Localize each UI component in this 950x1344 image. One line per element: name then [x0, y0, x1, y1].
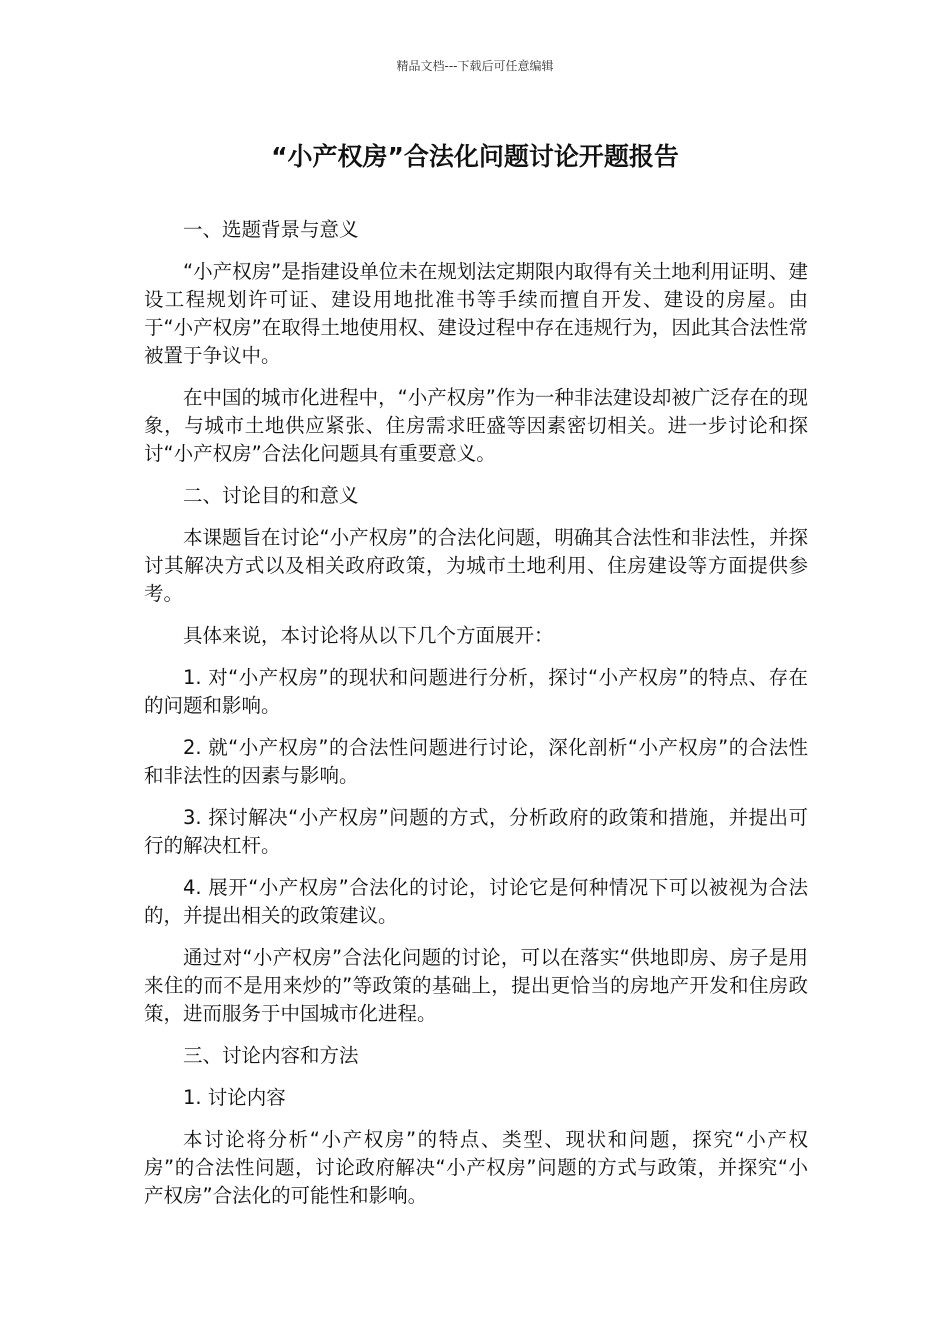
list-item-4: 4. 展开“小产权房”合法化的讨论，讨论它是何种情况下可以被视为合法的，并提出相关的政策建议。	[144, 876, 808, 927]
document-body	[144, 216, 808, 1224]
document-title: “小产权房”合法化问题讨论开题报告	[271, 142, 679, 171]
section-heading-background: 一、选题背景与意义	[183, 218, 359, 241]
paragraph-conclusion: 通过对“小产权房”合法化问题的讨论，可以在落实“供地即房、房子是用来住的而不是用来炒的”等政策的基础上，提出更恰当的房地产开发和住房政策，进而服务于中国城市化进程。	[144, 946, 808, 1025]
paragraph-purpose: 本课题旨在讨论“小产权房”的合法化问题，明确其合法性和非法性，并探讨其解决方式以及相关政府政策，为城市土地利用、住房建设等方面提供参考。	[144, 526, 808, 605]
list-item-1: 1. 对“小产权房”的现状和问题进行分析，探讨“小产权房”的特点、存在的问题和影响。	[144, 666, 808, 717]
paragraph-urbanization: 在中国的城市化进程中，“小产权房”作为一种非法建设却被广泛存在的现象，与城市土地供应紧张、住房需求旺盛等因素密切相关。进一步讨论和探讨“小产权房”合法化问题具有重要意义。	[144, 386, 808, 465]
section-heading-content-method: 三、讨论内容和方法	[183, 1044, 359, 1067]
paragraph-definition: “小产权房”是指建设单位未在规划法定期限内取得有关土地利用证明、建设工程规划许可证、建设用地批准书等手续而擅自开发、建设的房屋。由于“小产权房”在取得土地使用权、建设过程中存在违规行为，因此其合法性常被置于争议中。	[144, 260, 808, 367]
list-item-2: 2. 就“小产权房”的合法性问题进行讨论，深化剖析“小产权房”的合法性和非法性的因素与影响。	[144, 736, 808, 787]
header-note: 精品文档---下载后可任意编辑	[396, 59, 554, 73]
paragraph-specifics-intro: 具体来说，本讨论将从以下几个方面展开：	[183, 624, 554, 647]
section-heading-purpose: 二、讨论目的和意义	[183, 484, 359, 507]
paragraph-content: 本讨论将分析“小产权房”的特点、类型、现状和问题，探究“小产权房”的合法性问题，讨论政府解决“小产权房”问题的方式与政策，并探究“小产权房”合法化的可能性和影响。	[144, 1128, 808, 1207]
list-item-3: 3. 探讨解决“小产权房”问题的方式，分析政府的政策和措施，并提出可行的解决杠杆。	[144, 806, 808, 857]
subsection-heading-content: 1. 讨论内容	[183, 1086, 286, 1109]
